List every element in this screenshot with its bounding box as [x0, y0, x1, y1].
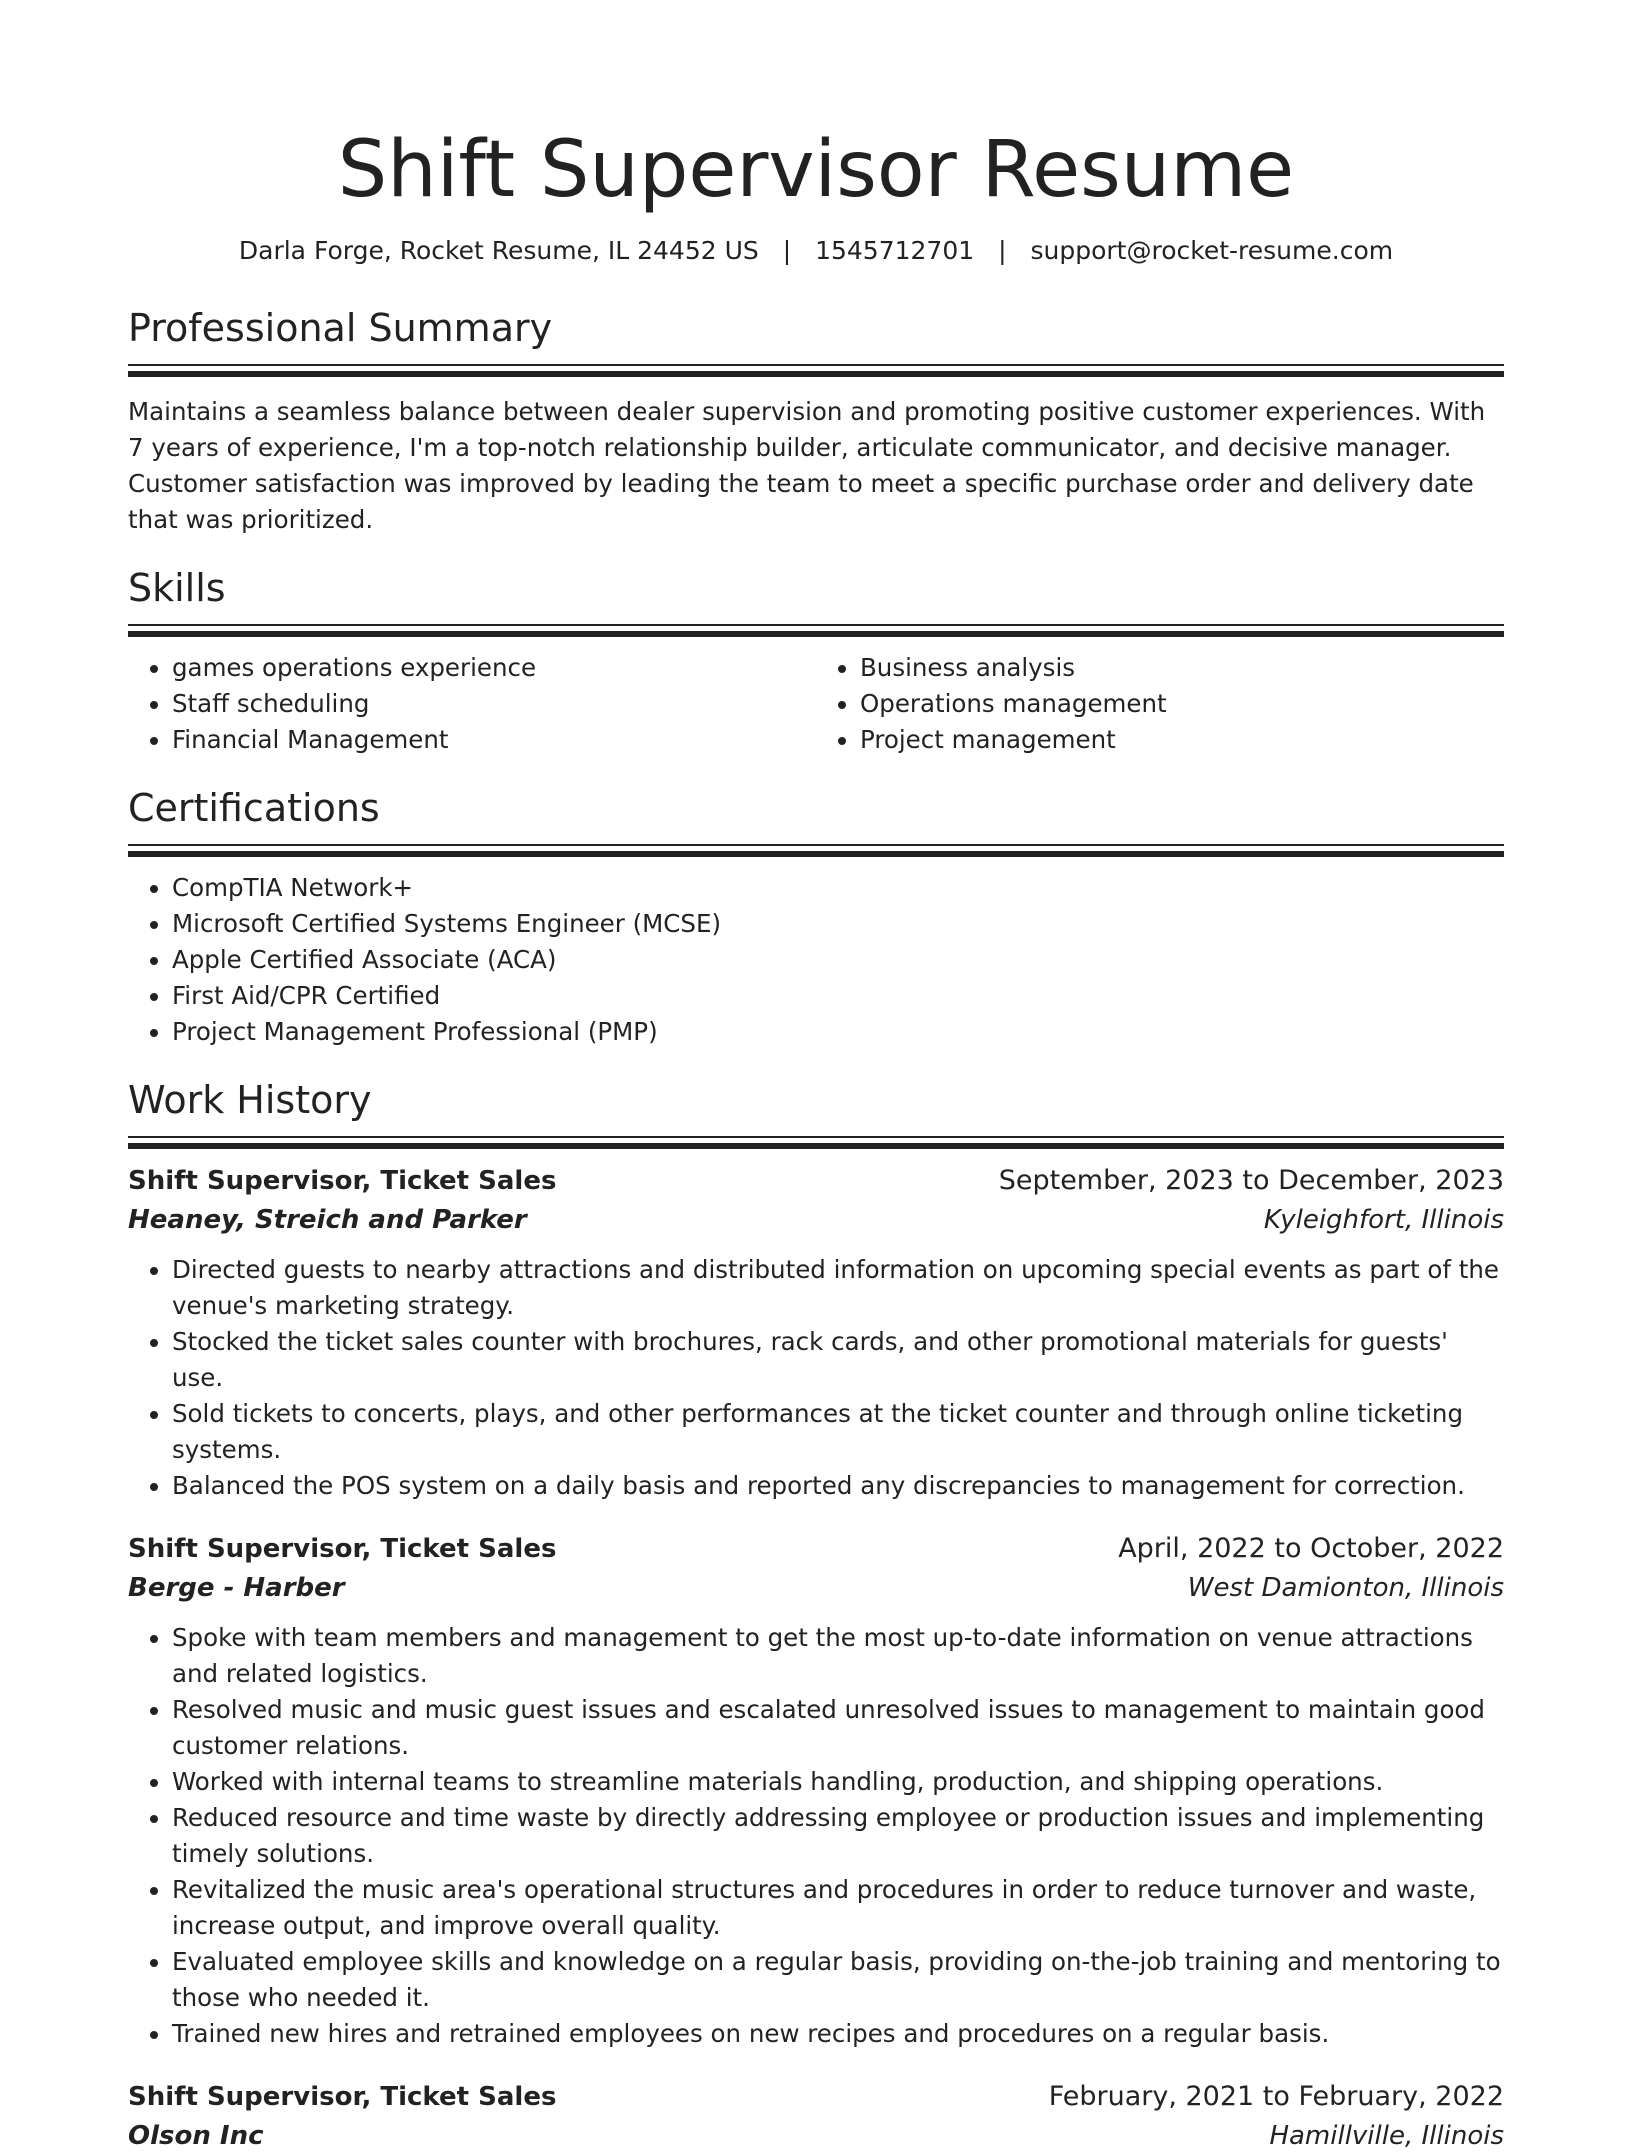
- skill-item: • games operations experience: [172, 650, 816, 686]
- contact-email: support@rocket-resume.com: [1030, 236, 1394, 265]
- skills-section: [128, 564, 1504, 758]
- job-entry: [128, 2078, 1504, 2156]
- section-divider: [128, 624, 1504, 638]
- contact-address: Darla Forge, Rocket Resume, IL 24452 US: [238, 236, 759, 265]
- skills-columns: [128, 650, 1504, 758]
- section-heading-summary: Professional Summary: [128, 306, 553, 350]
- job-location: West Damionton, Illinois: [1187, 1573, 1504, 1603]
- certification-item: • Apple Certified Associate (ACA): [172, 942, 1504, 978]
- section-heading-skills: Skills: [128, 566, 226, 610]
- certification-item: • Project Management Professional (PMP): [172, 1014, 1504, 1050]
- job-header-row: [128, 1162, 1504, 1200]
- job-header-row: [128, 1530, 1504, 1568]
- work-history-section: [128, 1076, 1504, 2156]
- job-bullet: • Reduced resource and time waste by directly addressing employee or production issues and implementing timely solutions.: [172, 1800, 1504, 1872]
- job-bullet: • Spoke with team members and management to get the most up-to-date information on venue attractions and related logistics.: [172, 1620, 1504, 1692]
- skills-list-left: [128, 650, 816, 758]
- job-bullet: • Stocked the ticket sales counter with brochures, rack cards, and other promotional materials for guests' use.: [172, 1324, 1504, 1396]
- certification-item: • CompTIA Network+: [172, 870, 1504, 906]
- job-entry: [128, 1530, 1504, 2052]
- contact-separator: |: [998, 236, 1007, 265]
- job-bullet: • Worked with internal teams to streamline materials handling, production, and shipping operations.: [172, 1764, 1504, 1800]
- job-dates: February, 2021 to February, 2022: [1048, 2081, 1504, 2112]
- job-bullet: • Trained new hires and retrained employees on new recipes and procedures on a regular basis.: [172, 2016, 1504, 2052]
- job-location: Hamillville, Illinois: [1269, 2121, 1504, 2151]
- job-title: Shift Supervisor, Ticket Sales: [128, 1534, 557, 1564]
- job-location: Kyleighfort, Illinois: [1263, 1205, 1504, 1235]
- skill-item: • Project management: [860, 722, 1504, 758]
- section-divider: [128, 1136, 1504, 1150]
- skill-item: • Business analysis: [860, 650, 1504, 686]
- certifications-section: [128, 784, 1504, 1050]
- job-bullet: • Balanced the POS system on a daily basis and reported any discrepancies to management for correction.: [172, 1468, 1504, 1504]
- skill-item: • Financial Management: [172, 722, 816, 758]
- job-bullet: • Resolved music and music guest issues and escalated unresolved issues to management to maintain good customer relations.: [172, 1692, 1504, 1764]
- job-bullet: • Revitalized the music area's operational structures and procedures in order to reduce turnover and waste, increase output, and improve overall quality.: [172, 1872, 1504, 1944]
- certification-item: • Microsoft Certified Systems Engineer (MCSE): [172, 906, 1504, 942]
- skill-item: • Operations management: [860, 686, 1504, 722]
- page-title: Shift Supervisor Resume: [337, 125, 1295, 215]
- contact-separator: |: [782, 236, 792, 265]
- skill-item: • Staff scheduling: [172, 686, 816, 722]
- job-company: Olson Inc: [128, 2121, 264, 2151]
- section-divider: [128, 364, 1504, 378]
- job-entry: [128, 1162, 1504, 1504]
- section-heading-work-history: Work History: [128, 1078, 372, 1122]
- job-bullet: • Evaluated employee skills and knowledge on a regular basis, providing on-the-job training and mentoring to those who needed it.: [172, 1944, 1504, 2016]
- job-bullets: [128, 1252, 1504, 1504]
- job-title: Shift Supervisor, Ticket Sales: [128, 1166, 557, 1196]
- summary-text: Maintains a seamless balance between dealer supervision and promoting positive customer experiences. With 7 years of experience, I'm a top-notch relationship builder, articulate communicator, and decisive manager. Customer satisfaction was improved by leading the team to meet a specific purchase order and delivery date that was prioritized.: [128, 397, 1486, 534]
- job-company-row: [128, 1200, 1504, 1240]
- job-header-row: [128, 2078, 1504, 2116]
- job-title: Shift Supervisor, Ticket Sales: [128, 2082, 557, 2112]
- certifications-list: [128, 870, 1504, 1050]
- job-company-row: [128, 2116, 1504, 2156]
- job-company: Berge - Harber: [128, 1573, 345, 1603]
- job-bullet: • Directed guests to nearby attractions and distributed information on upcoming special events as part of the venue's marketing strategy.: [172, 1252, 1504, 1324]
- job-company-row: [128, 1568, 1504, 1608]
- summary-section: [128, 304, 1504, 538]
- contact-phone: 1545712701: [815, 236, 975, 265]
- job-company: Heaney, Streich and Parker: [128, 1205, 527, 1235]
- certification-item: • First Aid/CPR Certified: [172, 978, 1504, 1014]
- contact-line: [128, 234, 1504, 268]
- job-dates: September, 2023 to December, 2023: [998, 1165, 1504, 1196]
- skills-list-right: [816, 650, 1504, 758]
- job-bullet: • Sold tickets to concerts, plays, and other performances at the ticket counter and through online ticketing systems.: [172, 1396, 1504, 1468]
- section-heading-certifications: Certifications: [128, 786, 380, 830]
- job-dates: April, 2022 to October, 2022: [1118, 1533, 1504, 1564]
- job-bullets: [128, 1620, 1504, 2052]
- section-divider: [128, 844, 1504, 858]
